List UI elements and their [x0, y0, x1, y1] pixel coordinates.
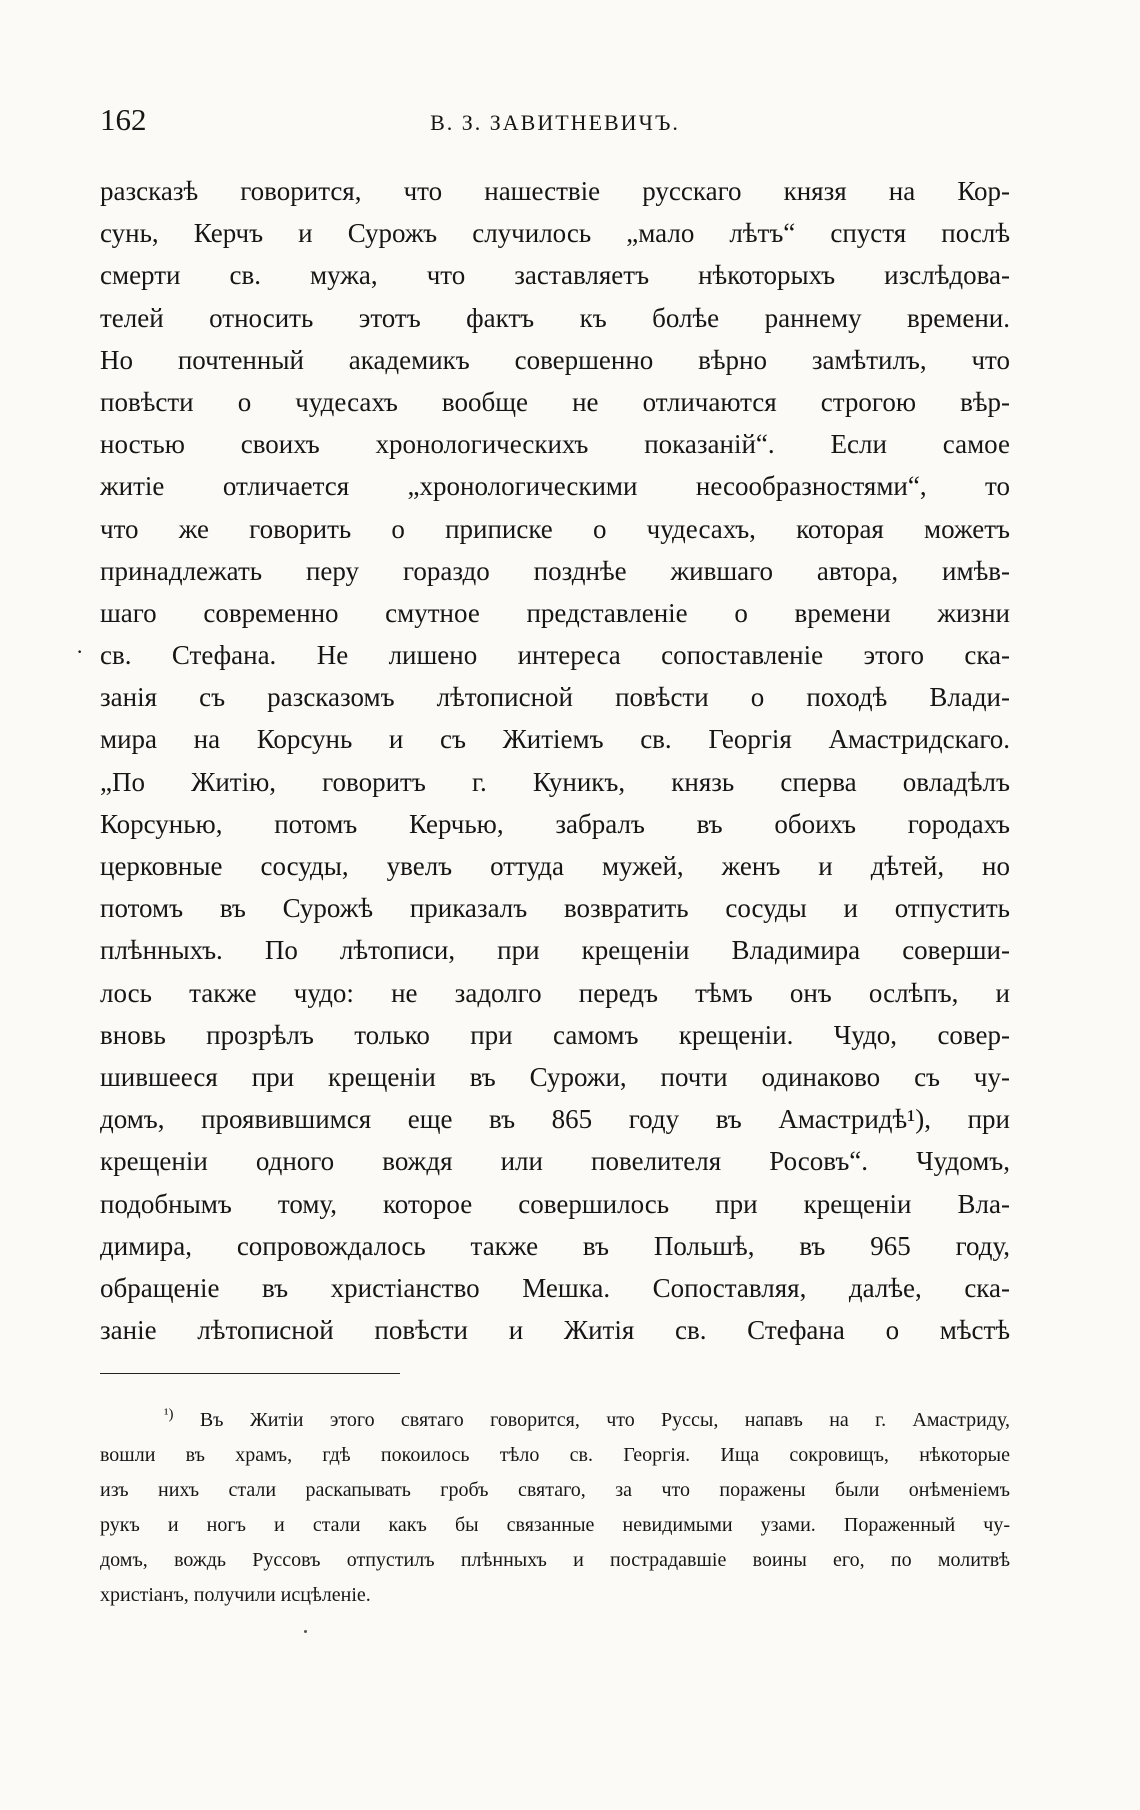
body-line: принадлежать перу гораздо позднѣе жившаго автора, имѣв- — [100, 555, 1010, 586]
footnote-line: вошли въ храмъ, гдѣ покоилось тѣло св. Георгія. Ища сокровищъ, нѣкоторые — [100, 1444, 1010, 1466]
body-line: мира на Корсунь и съ Житіемъ св. Георгія Амастридскаго. — [100, 724, 1010, 755]
page-number: 162 — [100, 102, 147, 137]
footnote-line: домъ, вождь Руссовъ отпустилъ плѣнныхъ и пострадавшіе воины его, по молитвѣ — [100, 1549, 1010, 1571]
margin-mark: · — [76, 639, 84, 664]
body-line: плѣнныхъ. По лѣтописи, при крещеніи Владимира соверши- — [100, 935, 1010, 966]
body-line: Корсунью, потомъ Керчью, забралъ въ обоихъ городахъ — [100, 808, 1010, 839]
body-line: церковные сосуды, увелъ оттуда мужей, женъ и дѣтей, но — [100, 851, 1010, 881]
body-line: шаго современно смутное представленіе о времени жизни — [100, 597, 1010, 628]
body-line: св. Стефана. Не лишено интереса сопоставленіе этого ска- — [100, 640, 1010, 671]
body-line: крещеніи одного вождя или повелителя Росовъ“. Чудомъ, — [100, 1146, 1010, 1177]
body-line: димира, сопровождалось также въ Польшѣ, въ 965 году, — [100, 1230, 1010, 1261]
body-line: житіе отличается „хронологическими несообразностями“, то — [100, 471, 1010, 502]
body-line: потомъ въ Сурожѣ приказалъ возвратить сосуды и отпустить — [100, 893, 1010, 924]
footnote-line: рукъ и ногъ и стали какъ бы связанные невидимыми узами. Пораженный чу- — [100, 1514, 1010, 1536]
body-line: вновь прозрѣлъ только при самомъ крещеніи. Чудо, совер- — [100, 1019, 1010, 1050]
body-line: ностью своихъ хронологическихъ показаній“. Если самое — [100, 429, 1010, 460]
body-line: сунь, Керчъ и Сурожъ случилось „мало лѣтъ“ спустя послѣ — [100, 218, 1010, 249]
body-line: разсказѣ говорится, что нашествіе русскаго князя на Кор- — [100, 176, 1010, 206]
body-text — [100, 170, 1010, 1351]
body-line: обращеніе въ христіанство Мешка. Сопоставляя, далѣе, ска- — [100, 1272, 1010, 1303]
footnote-text: Въ Житіи этого святаго говорится, что Руссы, напавъ на г. Амастриду, — [199, 1409, 1011, 1431]
footnote-line — [100, 1403, 1010, 1438]
footnotes — [100, 1403, 1010, 1613]
footnote-marker: ¹) — [164, 1406, 174, 1423]
body-line: домъ, проявившимся еще въ 865 году въ Амастридѣ¹), при — [100, 1104, 1010, 1135]
print-speck — [304, 1630, 307, 1633]
body-line: что же говорить о приписке о чудесахъ, которая можетъ — [100, 513, 1010, 544]
footnote-line: изъ нихъ стали раскапывать гробъ святаго, за что поражены были онѣменіемъ — [100, 1479, 1010, 1501]
footnote-line: христіанъ, получили исцѣленіе. — [100, 1584, 371, 1606]
body-line: смерти св. мужа, что заставляетъ нѣкоторыхъ изслѣдова- — [100, 260, 1010, 291]
page-header — [100, 100, 1010, 140]
body-line: телей относить этотъ фактъ къ болѣе раннему времени. — [100, 302, 1010, 333]
body-line: заніе лѣтописной повѣсти и Житія св. Стефана о мѣстѣ — [100, 1315, 1010, 1346]
body-line: Но почтенный академикъ совершенно вѣрно замѣтилъ, что — [100, 344, 1010, 375]
body-line: лось также чудо: не задолго передъ тѣмъ онъ ослѣпъ, и — [100, 977, 1010, 1008]
running-head: В. З. ЗАВИТНЕВИЧЪ. — [430, 110, 680, 135]
body-line: повѣсти о чудесахъ вообще не отличаются строгою вѣр- — [100, 386, 1010, 417]
body-line: занія съ разсказомъ лѣтописной повѣсти о походѣ Влади- — [100, 682, 1010, 713]
body-line: шившееся при крещеніи въ Сурожи, почти одинаково съ чу- — [100, 1061, 1010, 1092]
footnote-divider — [100, 1373, 400, 1374]
body-line: „По Житію, говоритъ г. Куникъ, князь сперва овладѣлъ — [100, 766, 1010, 797]
body-line: подобнымъ тому, которое совершилось при крещеніи Вла- — [100, 1188, 1010, 1219]
